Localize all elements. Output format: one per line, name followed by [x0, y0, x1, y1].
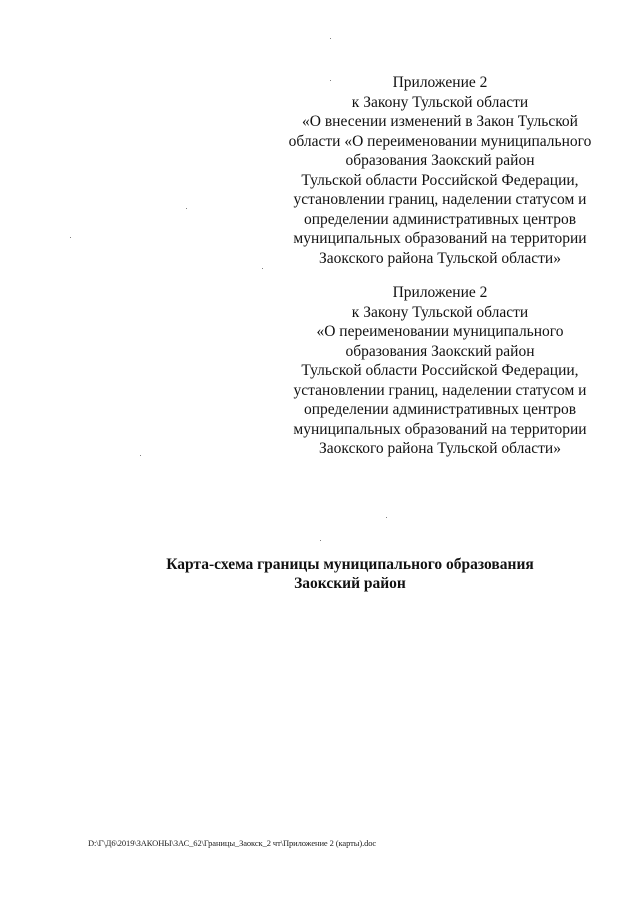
- map-title-line-1: Карта-схема границы муниципального образования: [166, 556, 534, 573]
- map-title: [100, 555, 600, 593]
- appendix-amendment-line: установлении границ, наделении статусом и: [293, 191, 587, 208]
- appendix-amendment-line: определении административных центров: [303, 210, 577, 228]
- appendix-amendment-line: области «О переименовании муниципального: [288, 132, 592, 150]
- appendix-original-line: определении административных центров: [303, 401, 577, 418]
- footer-file-path: D:\Г\Д6\2019\ЗАКОНЫ\ЗАС_62\Границы_Заокск_2 чт\Приложение 2 (карты).doc: [88, 838, 377, 848]
- map-title-line-2: Заокский район: [294, 575, 406, 592]
- appendix-original-line: Приложение 2: [392, 284, 488, 301]
- appendix-amendment-line: к Закону Тульской области: [351, 93, 529, 111]
- appendix-original-line: Заокского района Тульской области»: [319, 440, 561, 457]
- appendix-amendment-header: [270, 73, 610, 268]
- appendix-original-line: к Закону Тульской области: [351, 303, 529, 321]
- scan-speck: [70, 237, 71, 238]
- appendix-original-header: [270, 283, 610, 459]
- appendix-amendment-line: Заокского района Тульской области»: [319, 249, 561, 267]
- appendix-original-line: установлении границ, наделении статусом и: [293, 381, 587, 399]
- appendix-amendment-line: Приложение 2: [392, 74, 488, 91]
- appendix-amendment-line: муниципальных образований на территории: [293, 230, 587, 247]
- scan-speck: [386, 517, 387, 518]
- appendix-amendment-line: «О внесении изменений в Закон Тульской: [302, 113, 578, 130]
- appendix-amendment-line: образования Заокский район: [345, 152, 535, 169]
- scan-speck: [186, 208, 187, 209]
- scan-speck: [140, 455, 141, 456]
- scan-speck: [330, 38, 331, 39]
- appendix-original-line: муниципальных образований на территории: [293, 420, 587, 438]
- appendix-original-line: «О переименовании муниципального: [316, 323, 564, 340]
- appendix-original-line: Тульской области Российской Федерации,: [301, 362, 579, 379]
- appendix-amendment-line: Тульской области Российской Федерации,: [301, 171, 579, 189]
- appendix-original-line: образования Заокский район: [345, 342, 535, 360]
- scan-speck: [262, 268, 263, 269]
- scan-speck: [320, 540, 321, 541]
